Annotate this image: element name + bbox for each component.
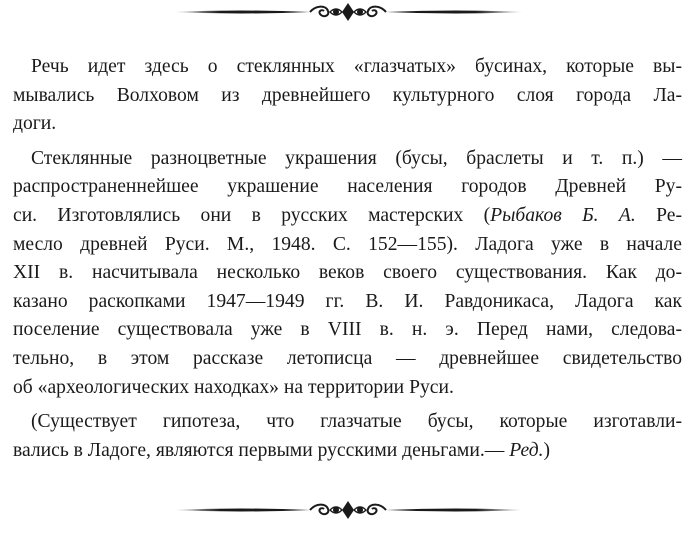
paragraph-3 <box>13 408 682 465</box>
text-line: распространеннейшее украшение населения городов Древней Ру- <box>13 176 682 198</box>
text-line: тельно, в этом рассказе летописца — древнейшее свидетельство <box>13 347 682 369</box>
text-line: об «археологических находках» на территории Руси. <box>13 376 454 398</box>
commentary-text <box>13 53 682 465</box>
text-line: Стеклянные разноцветные украшения (бусы, браслеты и т. п.) — <box>31 147 682 169</box>
text-line: си. Изготовлялись они в русских мастерских (Рыбаков Б. А. Ре- <box>13 204 682 226</box>
text-line: доги. <box>13 113 57 135</box>
text-line: казано раскопками 1947—1949 гг. В. И. Равдоникаса, Ладога как <box>13 290 682 312</box>
editor-note: Ред. <box>509 439 544 461</box>
text-line: поселение существовала уже в VIII в. н. э. Перед нами, следова- <box>13 319 682 341</box>
text-line: XII в. насчитывала несколько веков своего существования. Как до- <box>13 262 682 284</box>
text-line: месло древней Руси. М., 1948. С. 152—155). Ладога уже в начале <box>13 233 682 255</box>
top-ornament-divider <box>170 1 526 23</box>
text-line: вались в Ладоге, являются первыми русскими деньгами.— Ред.) <box>13 439 551 461</box>
text-line: мывались Волховом из древнейшего культурного слоя города Ла- <box>13 84 682 106</box>
ornament-icon <box>170 1 526 23</box>
paragraph-2 <box>13 145 682 402</box>
text-line: (Существует гипотеза, что глазчатые бусы, которые изготавли- <box>31 411 682 433</box>
text-line: Речь идет здесь о стеклянных «глазчатых» бусинах, которые вы- <box>31 56 682 77</box>
bottom-ornament-divider <box>170 499 526 521</box>
paragraph-1 <box>13 53 682 139</box>
ornament-icon <box>170 499 526 521</box>
citation-author: Рыбаков Б. А. <box>490 204 636 226</box>
